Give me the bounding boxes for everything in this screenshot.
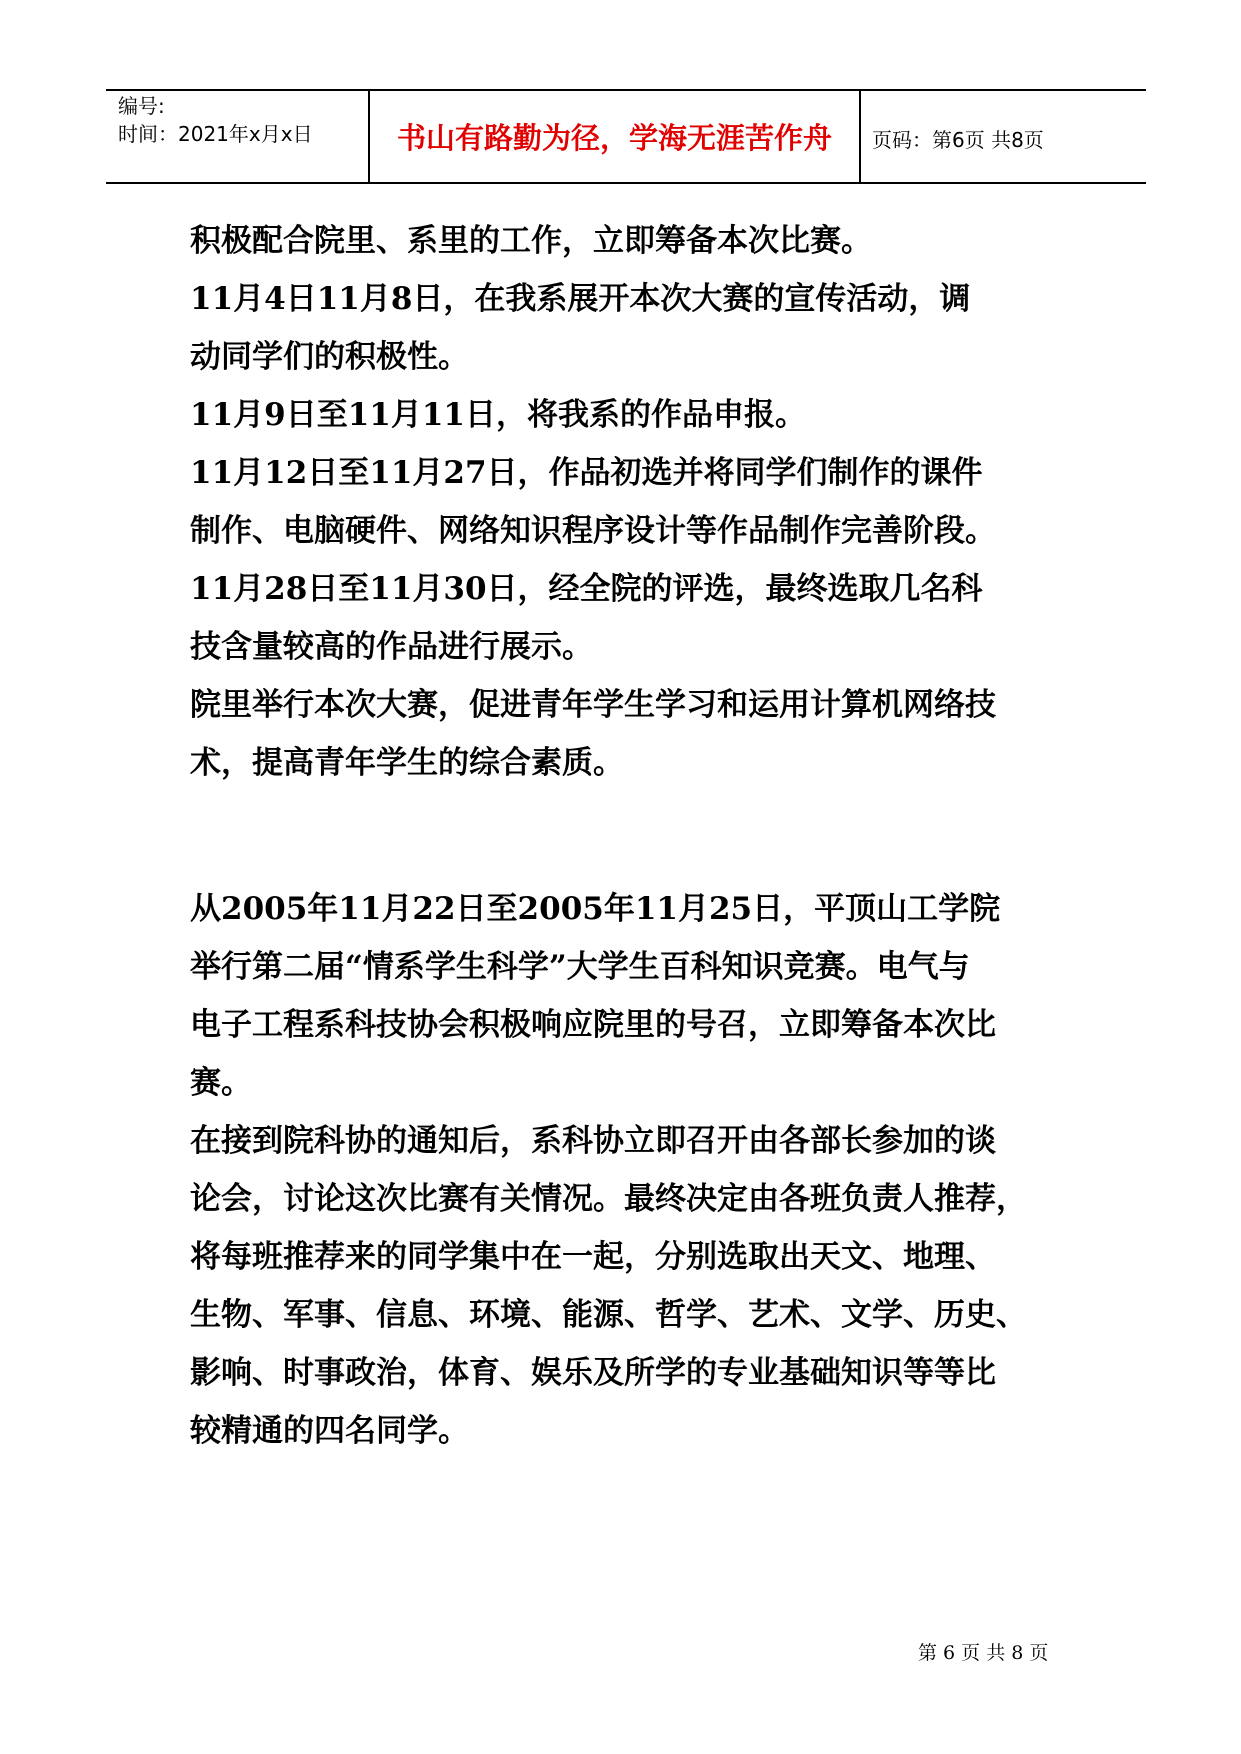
- body-line: 电子工程系科技协会积极响应院里的号召，立即筹备本次比: [190, 1007, 996, 1043]
- header-bottom-rule: [106, 182, 1146, 184]
- body-line: 在接到院科协的通知后，系科协立即召开由各部长参加的谈: [190, 1123, 996, 1159]
- body-line: 动同学们的积极性。: [190, 339, 469, 375]
- body-line: 术，提高青年学生的综合素质。: [190, 745, 624, 781]
- body-line: 举行第二届“情系学生科学”大学生百科知识竞赛。电气与: [190, 949, 970, 985]
- body-line: 11月28日至11月30日，经全院的评选，最终选取几名科: [190, 571, 983, 607]
- body-line: 制作、电脑硬件、网络知识程序设计等作品制作完善阶段。: [190, 513, 996, 549]
- body-line: 影响、时事政治，体育、娱乐及所学的专业基础知识等等比: [190, 1355, 996, 1391]
- body-line: 论会，讨论这次比赛有关情况。最终决定由各班负责人推荐，: [190, 1181, 1027, 1217]
- body-line: 将每班推荐来的同学集中在一起，分别选取出天文、地理、: [190, 1239, 996, 1275]
- body-line: 较精通的四名同学。: [190, 1413, 469, 1449]
- body-line: 从2005年11月22日至2005年11月25日，平顶山工学院: [190, 891, 1001, 927]
- body-line: 院里举行本次大赛，促进青年学生学习和运用计算机网络技: [190, 687, 996, 723]
- body-line: 技含量较高的作品进行展示。: [190, 629, 593, 665]
- body-line: 生物、军事、信息、环境、能源、哲学、艺术、文学、历史、: [190, 1297, 1027, 1333]
- header-motto: 书山有路勤为径，学海无涯苦作舟: [396, 121, 832, 155]
- document-time-label: 时间：2021年x月x日: [118, 122, 313, 146]
- body-line: 11月12日至11月27日，作品初选并将同学们制作的课件: [190, 455, 983, 491]
- header-divider-right: [859, 89, 861, 183]
- page-footer: 第 6 页 共 8 页: [918, 1642, 1049, 1664]
- body-line: 11月4日11月8日，在我系展开本次大赛的宣传活动，调: [190, 281, 971, 317]
- document-number-label: 编号:: [118, 94, 165, 118]
- header-page-indicator: 页码：第6页 共8页: [872, 128, 1044, 152]
- body-line: 积极配合院里、系里的工作，立即筹备本次比赛。: [190, 223, 872, 259]
- body-line: 赛。: [190, 1065, 252, 1101]
- header-top-rule: [106, 89, 1146, 91]
- header-meta: [118, 92, 313, 148]
- body-line: 11月9日至11月11日，将我系的作品申报。: [190, 397, 806, 433]
